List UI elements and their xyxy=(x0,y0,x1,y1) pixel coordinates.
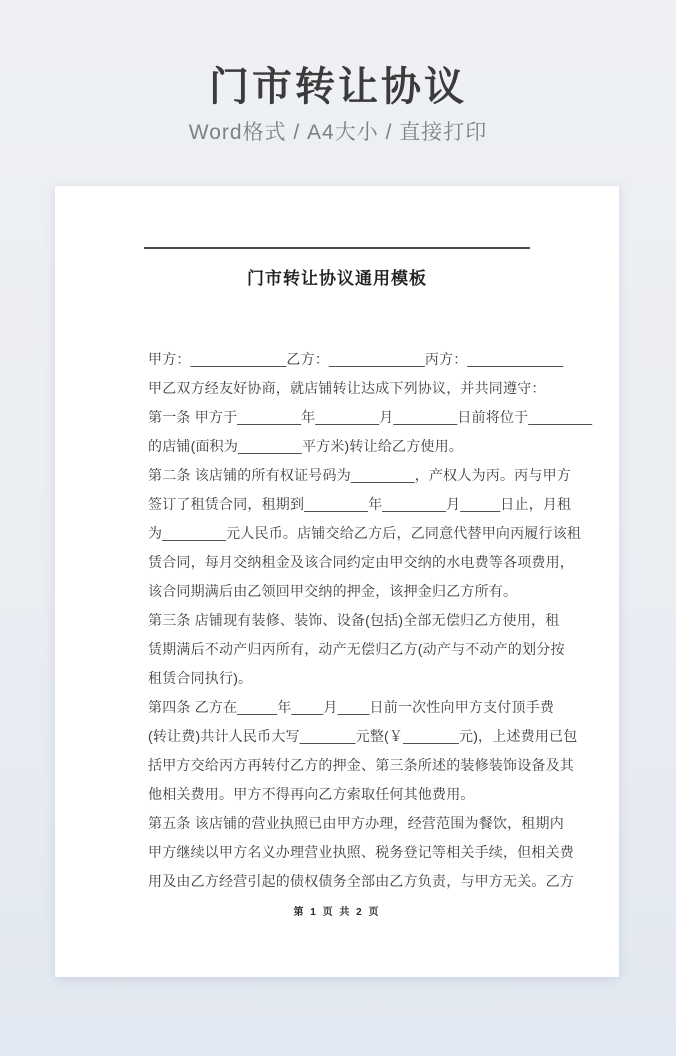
doc-line: 他相关费用。甲方不得再向乙方索取任何其他费用。 xyxy=(148,786,475,802)
document-title: 门市转让协议通用模板 xyxy=(247,269,427,288)
doc-line: 的店铺(面积为________平方米)转让给乙方使用。 xyxy=(148,438,464,454)
doc-line-clause-4: 第四条 乙方在_____年____月____日前一次性向甲方支付顶手费 xyxy=(148,699,555,715)
promo-header xyxy=(0,0,676,146)
doc-line: 括甲方交给丙方再转付乙方的押金、第三条所述的装修装饰设备及其 xyxy=(148,757,574,773)
doc-line: 甲乙双方经友好协商，就店铺转让达成下列协议，并共同遵守： xyxy=(148,380,546,396)
doc-line: 租赁合同执行)。 xyxy=(148,670,253,686)
doc-line-clause-5: 第五条 该店铺的营业执照已由甲方办理，经营范围为餐饮，租期内 xyxy=(148,815,564,831)
doc-line-clause-3: 第三条 店铺现有装修、装饰、设备(包括)全部无偿归乙方使用，租 xyxy=(148,612,560,628)
doc-line: 签订了租赁合同，租期到________年________月_____日止，月租 xyxy=(148,496,572,512)
doc-line: 甲方继续以甲方名义办理营业执照、税务登记等相关手续，但相关费 xyxy=(148,844,574,860)
document-body xyxy=(148,345,599,896)
doc-line: 赁期满后不动产归丙所有，动产无偿归乙方(动产与不动产的划分按 xyxy=(148,641,565,657)
promo-subtitle: Word格式 / A4大小 / 直接打印 xyxy=(188,121,488,144)
document-page xyxy=(55,186,619,977)
doc-line: 赁合同，每月交纳租金及该合同约定由甲交纳的水电费等各项费用， xyxy=(148,554,574,570)
doc-line: 为________元人民币。店铺交给乙方后，乙同意代替甲向丙履行该租 xyxy=(148,525,582,541)
promo-title: 门市转让协议 xyxy=(209,65,467,109)
doc-line-clause-2: 第二条 该店铺的所有权证号码为________，产权人为丙。丙与甲方 xyxy=(148,467,571,483)
doc-line-clause-1: 第一条 甲方于________年________月________日前将位于________ xyxy=(148,409,593,425)
doc-line: (转让费)共计人民币大写_______元整(￥_______元)，上述费用已包 xyxy=(148,728,578,744)
doc-line-parties: 甲方：____________乙方：____________丙方：____________ xyxy=(148,351,564,367)
doc-line: 该合同期满后由乙领回甲交纳的押金，该押金归乙方所有。 xyxy=(148,583,518,599)
doc-line: 用及由乙方经营引起的债权债务全部由乙方负责，与甲方无关。乙方 xyxy=(148,873,574,889)
document-divider-line xyxy=(144,247,530,249)
page-number-footer: 第 1 页 共 2 页 xyxy=(293,907,381,918)
